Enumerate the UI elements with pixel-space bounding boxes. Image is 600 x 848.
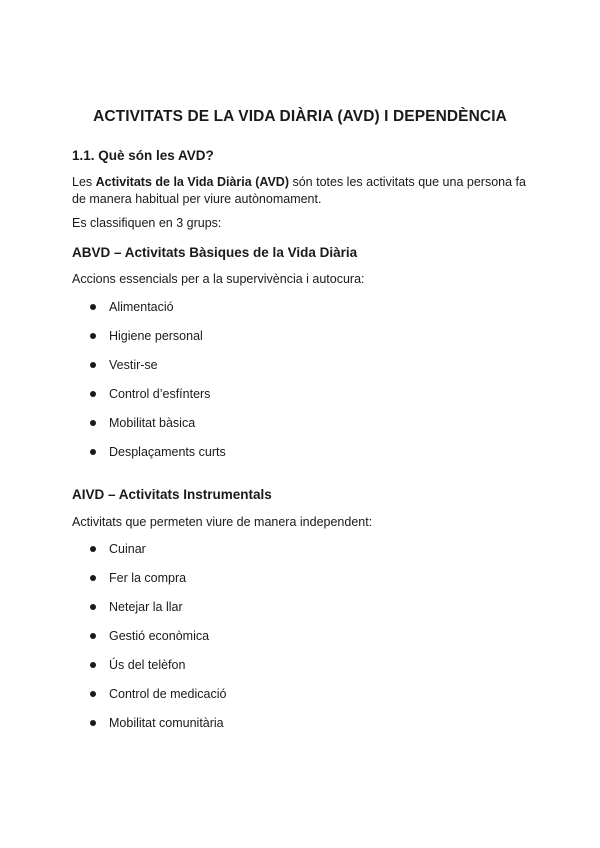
list-item [90,542,226,571]
list-item [90,658,226,687]
bullet-icon [90,575,96,581]
list-item-label: Control d’esfínters [109,387,211,401]
aivd-heading: AIVD – Activitats Instrumentals [72,487,272,502]
intro-prefix: Les [72,175,96,189]
list-item [90,387,226,416]
document-title: ACTIVITATS DE LA VIDA DIÀRIA (AVD) I DEPENDÈNCIA [93,108,507,125]
list-item [90,687,226,716]
list-item-label: Fer la compra [109,571,187,585]
list-item-label: Cuinar [109,542,146,556]
abvd-heading: ABVD – Activitats Bàsiques de la Vida Diària [72,245,358,260]
list-item-label: Vestir-se [109,358,158,372]
abvd-description: Accions essencials per a la supervivència i autocura: [72,272,365,286]
list-item [90,329,226,358]
list-item-label: Mobilitat bàsica [109,416,196,430]
bullet-icon [90,420,96,426]
abvd-list [90,300,226,474]
aivd-list [90,542,226,745]
section-heading: 1.1. Què són les AVD? [72,148,214,163]
intro-suffix: són totes les activitats que una persona fa de manera habitual per viure autònomament. [72,175,526,206]
list-item-label: Mobilitat comunitària [109,716,224,730]
bullet-icon [90,604,96,610]
bullet-icon [90,546,96,552]
list-item-label: Netejar la llar [109,600,183,614]
bullet-icon [90,391,96,397]
bullet-icon [90,362,96,368]
list-item-label: Desplaçaments curts [109,445,226,459]
list-item [90,300,226,329]
list-item [90,416,226,445]
list-item-label: Gestió econòmica [109,629,210,643]
list-item [90,358,226,387]
list-item [90,571,226,600]
bullet-icon [90,720,96,726]
list-item [90,716,226,745]
bullet-icon [90,333,96,339]
aivd-description: Activitats que permeten viure de manera independent: [72,515,373,529]
bullet-icon [90,662,96,668]
groups-intro: Es classifiquen en 3 grups: [72,216,222,230]
list-item-label: Control de medicació [109,687,227,701]
list-item-label: Alimentació [109,300,174,314]
intro-bold-term: Activitats de la Vida Diària (AVD) [95,175,289,189]
bullet-icon [90,691,96,697]
list-item-label: Ús del telèfon [109,658,186,672]
bullet-icon [90,304,96,310]
list-item [90,445,226,474]
intro-paragraph [72,174,532,208]
list-item [90,600,226,629]
list-item [90,629,226,658]
list-item-label: Higiene personal [109,329,203,343]
bullet-icon [90,449,96,455]
bullet-icon [90,633,96,639]
